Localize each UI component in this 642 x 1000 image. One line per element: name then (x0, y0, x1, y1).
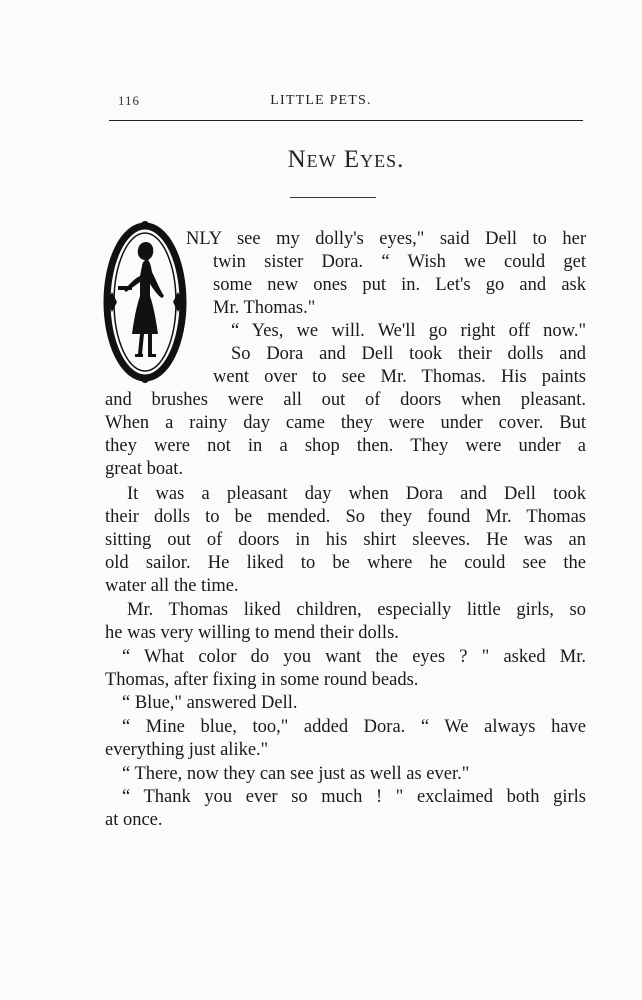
text-line: water all the time. (105, 576, 239, 596)
text-line: “ There, now they can see just as well as ever." (122, 764, 470, 784)
text-line: everything just alike." (105, 740, 269, 760)
text-line: “ What color do you want the eyes ? " asked Mr. (122, 647, 586, 667)
text-line: Mr. Thomas." (213, 298, 316, 318)
text-line: sitting out of doors in his shirt sleeves. He was an (105, 530, 586, 550)
text-line: some new ones put in. Let's go and ask (213, 275, 586, 295)
text-line: NLY see my dolly's eyes," said Dell to her (186, 229, 586, 249)
text-line: When a rainy day came they were under cover. But (105, 413, 586, 433)
running-title: LITTLE PETS. (270, 93, 372, 108)
text-line: he was very willing to mend their dolls. (105, 623, 399, 643)
text-line: twin sister Dora. “ Wish we could get (213, 252, 586, 272)
chapter-title: New Eyes. (287, 146, 405, 173)
text-line: Thomas, after fixing in some round beads. (105, 670, 419, 690)
text-line: and brushes were all out of doors when pleasant. (105, 390, 586, 410)
text-line: “ Mine blue, too," added Dora. “ We always have (122, 717, 586, 737)
text-line: “ Thank you ever so much ! " exclaimed both girls (122, 787, 586, 807)
text-line: Mr. Thomas liked children, especially little girls, so (127, 600, 586, 620)
text-line: “ Yes, we will. We'll go right off now." (231, 321, 586, 341)
text-line: their dolls to be mended. So they found Mr. Thomas (105, 507, 586, 527)
text-line: they were not in a shop then. They were under a (105, 436, 586, 456)
page-number: 116 (118, 93, 141, 108)
text-line: old sailor. He liked to be where he could see the (105, 553, 586, 573)
text-line: It was a pleasant day when Dora and Dell took (127, 484, 586, 504)
text-line: went over to see Mr. Thomas. His paints (213, 367, 586, 387)
text-line: “ Blue," answered Dell. (122, 693, 298, 713)
text-line: So Dora and Dell took their dolls and (231, 344, 586, 364)
text-line: great boat. (105, 459, 184, 479)
text-line: at once. (105, 810, 163, 830)
